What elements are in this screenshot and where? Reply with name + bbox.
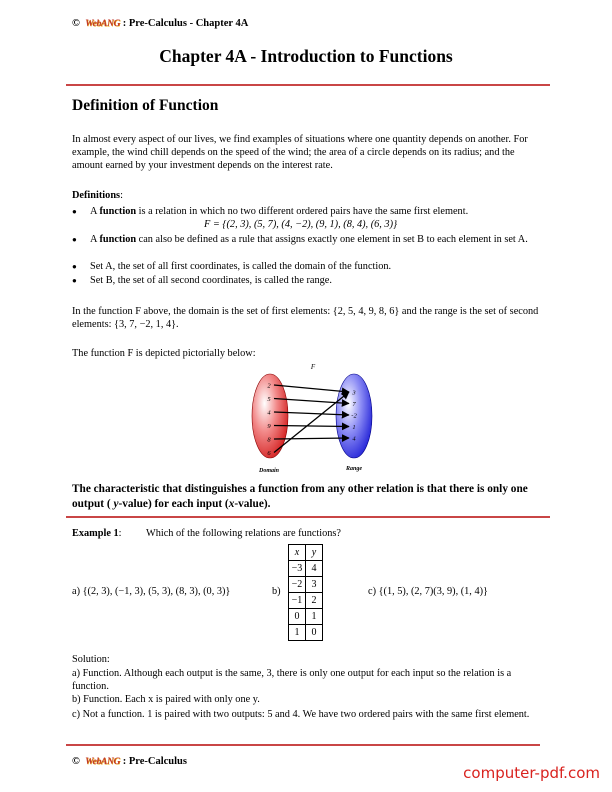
domain-value: 4: [267, 409, 271, 417]
bullet-text: A: [90, 234, 100, 245]
example-heading: [72, 528, 122, 539]
copyright-symbol: ©: [72, 756, 80, 767]
watermark: computer-pdf.com: [463, 764, 600, 782]
solution-a: a) Function. Although each output is the same, 3, there is only one output for each input so the relation is a function.: [72, 668, 512, 692]
diagram-title: F: [310, 363, 316, 371]
example-question: Which of the following relations are functions?: [146, 528, 342, 539]
bullet-text: Set A, the set of all first coordinates, is called the domain of the function.: [90, 261, 392, 272]
domain-value: 2: [267, 382, 271, 390]
table-cell: 1: [289, 625, 306, 641]
example-option-b: b): [272, 586, 281, 597]
function-characteristic: [72, 482, 542, 512]
definitions-label: Definitions: [72, 190, 121, 201]
table-row: [289, 561, 323, 577]
title-divider: [66, 84, 550, 86]
domain-label: Domain: [258, 468, 280, 474]
table-row: [289, 625, 323, 641]
table-header-x: x: [289, 545, 306, 561]
page-title: Chapter 4A - Introduction to Functions: [159, 46, 453, 66]
characteristic-text: -value).: [234, 498, 271, 510]
example-colon: :: [118, 528, 122, 539]
solution-b: b) Function. Each x is paired with only one y.: [72, 694, 260, 705]
solution-c: c) Not a function. 1 is paired with two outputs: 5 and 4. We have two ordered pairs with the same first element.: [72, 709, 530, 720]
domain-value: 9: [267, 422, 271, 430]
table-cell: −2: [289, 577, 306, 593]
definition-bullet-3: [72, 260, 542, 273]
table-cell: 4: [306, 561, 323, 577]
intro-paragraph: In almost every aspect of our lives, we find examples of situations where one quantity depends on another. For example, the wind chill depends on the speed of the wind; the area of a circle depends on its radius; and the amount earned by your investment depends on the interest rate.: [72, 134, 528, 171]
bullet-bold-term: function: [99, 206, 137, 217]
domain-range-paragraph: In the function F above, the domain is the set of first elements: {2, 5, 4, 9, 8, 6} and the range is the set of second elements: {3, 7, −2, 1, 4}.: [72, 306, 539, 330]
xy-table: [288, 544, 323, 641]
webang-logo: WebANG: [85, 19, 121, 29]
example-label: Example 1: [72, 528, 119, 539]
copyright-symbol: ©: [72, 18, 80, 29]
example-option-a: a) {(2, 3), (−1, 3), (5, 3), (8, 3), (0, 3)}: [72, 586, 231, 597]
range-value: 7: [352, 400, 356, 408]
bullet-dot-icon: ●: [72, 276, 77, 285]
definitions-colon: :: [120, 190, 123, 201]
section-title: Definition of Function: [72, 97, 219, 114]
definition-bullet-2: [72, 233, 542, 246]
table-cell: 3: [306, 577, 323, 593]
definition-bullet-1: [72, 205, 542, 218]
depicted-text: The function F is depicted pictorially below:: [72, 348, 256, 359]
function-mapping-diagram: [240, 360, 390, 476]
table-header-row: [289, 545, 323, 561]
bullet-dot-icon: ●: [72, 262, 77, 271]
table-cell: −3: [289, 561, 306, 577]
function-formula: F = {(2, 3), (5, 7), (4, −2), (9, 1), (8, 4), (6, 3)}: [204, 219, 398, 230]
header-text: : Pre-Calculus - Chapter 4A: [122, 18, 249, 29]
table-cell: 0: [306, 625, 323, 641]
table-cell: 2: [306, 593, 323, 609]
mapping-arrow: [274, 385, 349, 392]
bullet-text: A: [90, 206, 100, 217]
page-footer: [72, 756, 187, 767]
characteristic-x: x: [228, 498, 235, 510]
domain-value: 6: [267, 449, 271, 457]
section-divider: [66, 516, 550, 518]
page-header: [72, 18, 248, 29]
footer-text: : Pre-Calculus: [122, 756, 187, 767]
table-cell: −1: [289, 593, 306, 609]
range-value: 4: [352, 435, 356, 443]
webang-logo: WebANG: [85, 757, 121, 767]
bullet-bold-term: function: [99, 234, 137, 245]
table-row: [289, 609, 323, 625]
bullet-dot-icon: ●: [72, 235, 77, 244]
example-option-c: c) {(1, 5), (2, 7)(3, 9), (1, 4)}: [368, 586, 488, 597]
domain-value: 8: [267, 436, 271, 444]
definition-bullet-4: [72, 274, 542, 287]
bullet-text: can also be defined as a rule that assigns exactly one element in set B to each element in set A.: [136, 234, 528, 245]
range-label: Range: [345, 466, 363, 472]
bullet-text: Set B, the set of all second coordinates, is called the range.: [90, 275, 332, 286]
characteristic-text: The characteristic that distinguishes a function from any other relation is that there is only one output (: [72, 483, 528, 510]
table-row: [289, 593, 323, 609]
table-header-y: y: [306, 545, 323, 561]
solution-label: Solution:: [72, 654, 110, 665]
characteristic-text: -value) for each input (: [118, 498, 229, 510]
definitions-heading: [72, 189, 542, 202]
bullet-dot-icon: ●: [72, 207, 77, 216]
bullet-text: is a relation in which no two different ordered pairs have the same first element.: [136, 206, 469, 217]
table-cell: 0: [289, 609, 306, 625]
range-value: 3: [352, 389, 356, 397]
domain-value: 5: [267, 395, 271, 403]
characteristic-y: y: [113, 498, 119, 510]
range-value: 1: [352, 423, 356, 431]
table-row: [289, 577, 323, 593]
table-cell: 1: [306, 609, 323, 625]
footer-divider: [66, 744, 540, 746]
range-value: -2: [351, 412, 357, 420]
